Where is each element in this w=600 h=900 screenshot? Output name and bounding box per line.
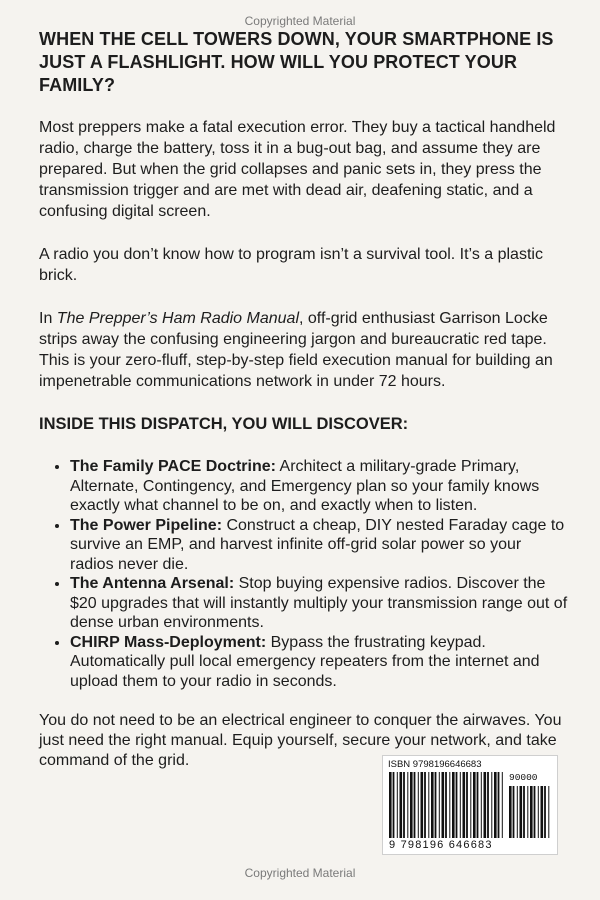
section-heading: INSIDE THIS DISPATCH, YOU WILL DISCOVER:: [39, 415, 409, 433]
barcode-bar: [544, 786, 546, 838]
bullet-title: The Antenna Arsenal:: [70, 575, 235, 592]
barcode-bar: [428, 772, 429, 838]
barcode-bar: [445, 772, 447, 838]
paragraph-prefix: In: [39, 310, 57, 327]
barcode-bar: [473, 772, 476, 838]
barcode-bar: [481, 772, 482, 838]
barcode-bar: [442, 772, 445, 838]
barcode-bar: [407, 772, 408, 838]
bullet-text: Construct a cheap, DIY nested Faraday cage to survive an EMP, and harvest infinite off-grid solar power so your radios never die.: [70, 516, 565, 573]
barcode-bar: [509, 786, 512, 838]
barcode-bar: [435, 772, 437, 838]
barcode-bar: [487, 772, 489, 838]
watermark-top: Copyrighted Material: [244, 14, 356, 28]
paragraph-plastic-brick: A radio you don’t know how to program isn’t a survival tool. It’s a plastic brick.: [39, 246, 543, 284]
bullet-text: Bypass the frustrating keypad. Automatically pull local emergency repeaters from the internet and upload them to your radio in seconds.: [70, 633, 540, 690]
bullet-text: Stop buying expensive radios. Discover the $20 upgrades that will instantly multiply your transmission range out of dense urban environments.: [70, 575, 568, 631]
discover-list: [39, 457, 569, 691]
barcode-bar: [403, 772, 405, 838]
isbn-barcode: [382, 755, 558, 855]
list-item: [70, 457, 569, 516]
barcode-bar: [548, 786, 549, 838]
paragraph-intro: Most preppers make a fatal execution error. They buy a tactical handheld radio, charge the battery, toss it in a bug-out bag, and assume they are prepared. But when the grid collapses and panic sets in, they press the transmission trigger and are met with dead air, deafening static, and a confusing digital screen.: [39, 119, 556, 220]
barcode-bar: [491, 772, 492, 838]
barcode-bar: [452, 772, 455, 838]
barcode-bar: [397, 772, 398, 838]
barcode-bar: [527, 786, 528, 838]
bullet-title: CHIRP Mass-Deployment:: [70, 633, 267, 651]
barcode-bar: [389, 772, 392, 838]
barcode-bar: [400, 772, 403, 838]
barcode-bar: [466, 772, 468, 838]
barcode-bar: [414, 772, 416, 838]
bullet-title: The Family PACE Doctrine:: [70, 458, 276, 475]
barcode-bar: [456, 772, 458, 838]
barcode-bar: [484, 772, 487, 838]
barcode-bar: [523, 786, 525, 838]
bullet-text: Architect a military-grade Primary, Alternate, Contingency, and Emergency plan so your family knows exactly what channel to be on, and exactly when to listen.: [70, 458, 540, 514]
barcode-bar: [460, 772, 461, 838]
barcode-bar: [410, 772, 413, 838]
list-item: [70, 633, 569, 692]
ean-digits: 9 798196 646683: [389, 839, 493, 851]
barcode-bar: [517, 786, 518, 838]
list-item: [70, 516, 569, 575]
back-cover-text: [39, 28, 569, 771]
barcode-bar: [502, 772, 503, 838]
barcode-bar: [534, 786, 536, 838]
paragraph-book-description: [39, 308, 569, 392]
price-code: 90000: [509, 772, 538, 783]
headline: WHEN THE CELL TOWERS DOWN, YOUR SMARTPHONE IS JUST A FLASHLIGHT. HOW WILL YOU PROTECT YOUR FAMILY?: [39, 29, 554, 95]
barcode-bar: [421, 772, 424, 838]
barcode-bar: [538, 786, 539, 838]
barcode-bar: [513, 786, 515, 838]
barcode-bar: [494, 772, 497, 838]
barcode-bar: [424, 772, 426, 838]
barcode-bar: [477, 772, 479, 838]
list-item: [70, 574, 569, 633]
watermark-bottom: Copyrighted Material: [244, 866, 356, 880]
barcode-bar: [530, 786, 533, 838]
barcode-bar: [418, 772, 419, 838]
barcode-bar: [520, 786, 523, 838]
barcode-bar: [393, 772, 395, 838]
barcode-bar: [541, 786, 544, 838]
paragraph-suffix: , off-grid enthusiast Garrison Locke strips away the confusing engineering jargon and bureaucratic red tape. This is your zero-fluff, step-by-step field execution manual for building an impenetrable communications network in under 72 hours.: [39, 310, 553, 390]
barcode-bar: [439, 772, 440, 838]
barcode-bar: [498, 772, 500, 838]
bullet-title: The Power Pipeline:: [70, 516, 223, 534]
barcode-bar: [463, 772, 466, 838]
barcode-bar: [449, 772, 450, 838]
isbn-label: ISBN 9798196646683: [388, 759, 482, 770]
closing-paragraph: You do not need to be an electrical engineer to conquer the airwaves. You just need the right manual. Equip yourself, secure your network, and take command of the grid.: [39, 712, 562, 769]
book-title-italic: The Prepper’s Ham Radio Manual: [56, 310, 299, 327]
barcode-bar: [431, 772, 434, 838]
barcode-bar: [470, 772, 471, 838]
